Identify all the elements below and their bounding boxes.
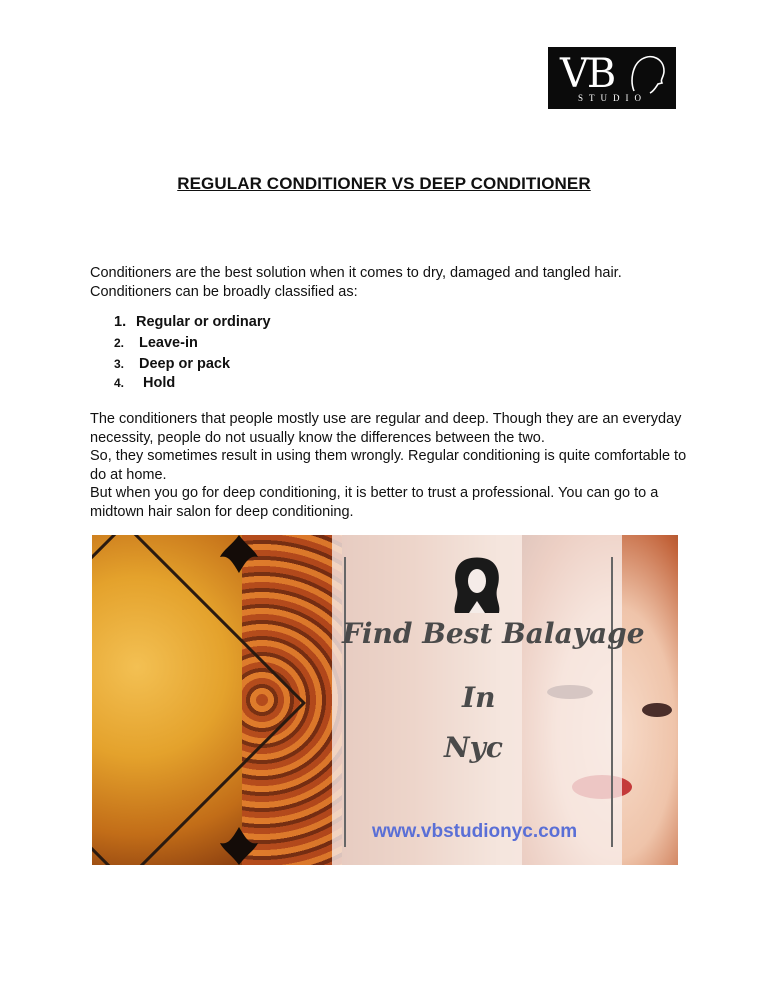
paragraph: The conditioners that people mostly use are regular and deep. Though they are an everyday necessity, people do not usually know the differences between the two.: [90, 411, 682, 446]
list-number: 1.: [114, 314, 127, 330]
fleur-de-lis-icon: [214, 825, 264, 865]
list-label: Leave-in: [139, 335, 198, 351]
intro-text: [90, 264, 690, 302]
paragraph: But when you go for deep conditioning, it is better to trust a professional. You can go to a midtown hair salon for deep conditioning.: [90, 485, 659, 520]
logo-monogram: VB: [560, 51, 615, 97]
body-text: [90, 410, 690, 521]
list-item: [114, 356, 230, 372]
list-number: 4.: [114, 376, 125, 390]
list-item: [114, 375, 175, 391]
woman-silhouette-icon: [447, 555, 507, 615]
head-profile-icon: [626, 51, 670, 95]
vb-studio-logo: [548, 47, 676, 109]
list-label: Regular or ordinary: [136, 314, 271, 330]
list-label: Hold: [143, 375, 176, 391]
intro-line: Conditioners can be broadly classified as:: [90, 284, 358, 300]
list-number: 2.: [114, 336, 125, 350]
banner-headline: Find Best Balayage: [342, 617, 645, 650]
list-item: [114, 335, 198, 351]
fleur-de-lis-icon: [214, 535, 264, 575]
list-item: [114, 314, 271, 330]
banner-url: www.vbstudionyc.com: [372, 821, 578, 842]
logo-subtitle: STUDIO: [578, 93, 647, 103]
page-title: REGULAR CONDITIONER VS DEEP CONDITIONER: [177, 174, 591, 193]
banner-headline: In: [462, 681, 496, 714]
balayage-banner-image: [92, 535, 678, 865]
list-number: 3.: [114, 357, 125, 371]
intro-line: Conditioners are the best solution when it comes to dry, damaged and tangled hair.: [90, 265, 622, 281]
model-eye: [642, 703, 672, 717]
list-label: Deep or pack: [139, 356, 231, 372]
paragraph: So, they sometimes result in using them wrongly. Regular conditioning is quite comfortable to do at home.: [90, 448, 687, 483]
banner-headline: Nyc: [444, 731, 503, 764]
